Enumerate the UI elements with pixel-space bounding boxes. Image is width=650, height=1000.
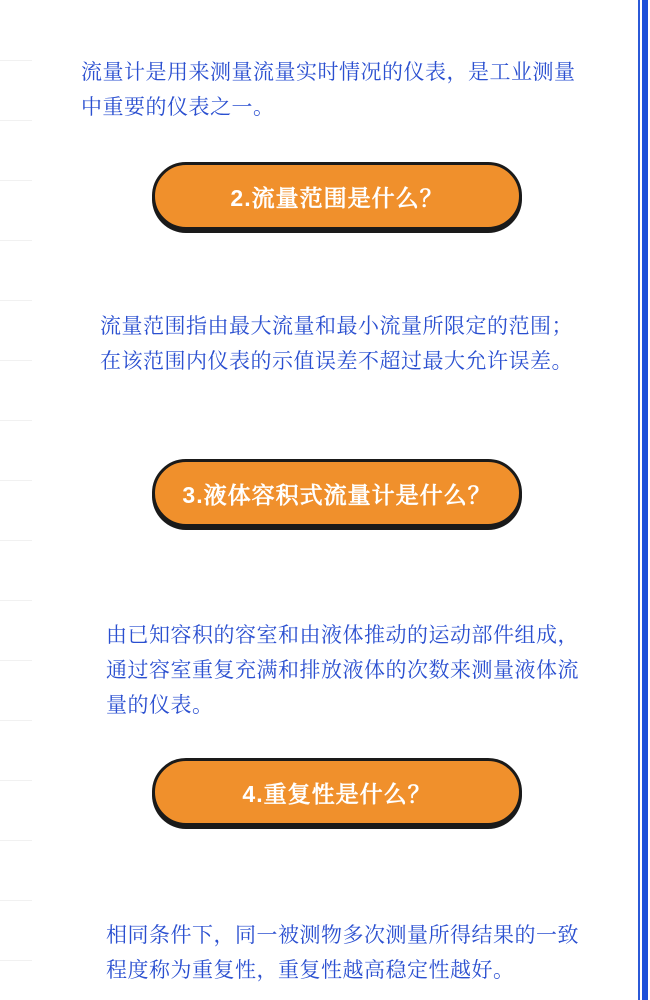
- left-ruler-rail: [0, 0, 33, 1000]
- section-heading-volumetric-flowmeter: 3.液体容积式流量计是什么？: [152, 459, 522, 527]
- section-heading-repeatability: 4.重复性是什么？: [152, 758, 522, 826]
- right-thin-blue-line: [638, 0, 640, 1000]
- body-flow-range: 流量范围指由最大流量和最小流量所限定的范围；在该范围内仪表的示值误差不超过最大允许误差。: [100, 315, 573, 373]
- body-volumetric-flowmeter: 由已知容积的容室和由液体推动的运动部件组成，通过容室重复充满和排放液体的次数来测量液体流量的仪表。: [106, 624, 579, 717]
- section-heading-flow-range: 2.流量范围是什么？: [152, 162, 522, 230]
- document-page: [32, 0, 638, 1000]
- body-repeatability: 相同条件下，同一被测物多次测量所得结果的一致程度称为重复性，重复性越高稳定性越好。: [106, 924, 579, 982]
- right-blue-bar: [642, 0, 648, 1000]
- intro-paragraph: 流量计是用来测量流量实时情况的仪表，是工业测量中重要的仪表之一。: [81, 61, 576, 119]
- right-edge-strip: [640, 0, 650, 1000]
